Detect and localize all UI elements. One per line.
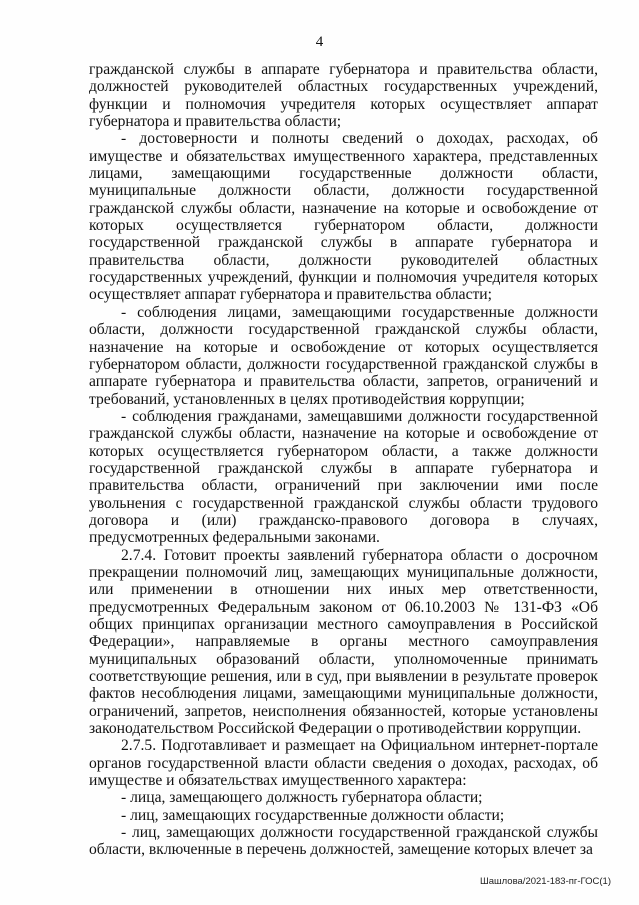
paragraph-bullet-reliability: - достоверности и полноты сведений о доходах, расходах, об имуществе и обязательствах имущественного характера, представленных лицами, замещающими государственные должности области, муниципальные должности области, должности государственной гражданской службы области, назначение на которые и освобождение от которых осуществляется губернатором области, должности государственной гражданской службы в аппарате губернатора и правительства области, должности руководителей областных государственных учреждений, функции и полномочия учредителя которых осуществляет аппарат губернатора и правительства области; bbox=[89, 130, 598, 304]
paragraph-continuation: гражданской службы в аппарате губернатора и правительства области, должностей руководителей областных государственных учреждений, функции и полномочия учредителя которых осуществляет аппарат губернатора и правительства области; bbox=[89, 61, 598, 131]
paragraph-bullet-compliance-former: - соблюдения гражданами, замещавшими должности государственной гражданской службы области, назначение на которые и освобождение от которых осуществляется губернатором области, а также должности государственной гражданской службы в аппарате губернатора и правительства области, ограничений при заключении ими после увольнения с государственной гражданской службы области трудового договора и (или) гражданско-правового договора в случаях, предусмотренных федеральными законами. bbox=[89, 407, 598, 547]
document-body bbox=[89, 61, 598, 859]
footer-document-code: Шашлова/2021-183-пг-ГОС(1) bbox=[480, 876, 611, 887]
list-item-governor: - лица, замещающего должность губернатора области; bbox=[121, 789, 483, 807]
page-number: 4 bbox=[315, 34, 324, 50]
paragraph-2-7-5: 2.7.5. Подготавливает и размещает на Официальном интернет-портале органов государственной власти области сведения о доходах, расходах, об имуществе и обязательствах имущественного характера: bbox=[89, 737, 598, 790]
paragraph-bullet-compliance-officials: - соблюдения лицами, замещающими государственные должности области, должности государственной гражданской службы области, назначение на которые и освобождение от которых осуществляется губернатором области, должности государственной гражданской службы в аппарате губернатора и правительства области, запретов, ограничений и требований, установленных в целях противодействия коррупции; bbox=[89, 303, 598, 408]
list-item-civil-service: - лиц, замещающих должности государственной гражданской службы области, включенные в перечень должностей, замещение которых влечет за bbox=[89, 824, 598, 859]
list-item-state-positions: - лиц, замещающих государственные должности области; bbox=[121, 806, 505, 824]
paragraph-2-7-4: 2.7.4. Готовит проекты заявлений губернатора области о досрочном прекращении полномочий лиц, замещающих муниципальные должности, или применении в отношении них иных мер ответственности, предусмотренных Федеральным законом от 06.10.2003 № 131-ФЗ «Об общих принципах организации местного самоуправления в Российской Федерации», направляемые в органы местного самоуправления муниципальных образований области, уполномоченные принимать соответствующие решения, или в суд, при выявлении в результате проверок фактов несоблюдения лицами, замещающими муниципальные должности, ограничений, запретов, неисполнения обязанностей, которые установлены законодательством Российской Федерации о противодействии коррупции. bbox=[89, 546, 598, 738]
